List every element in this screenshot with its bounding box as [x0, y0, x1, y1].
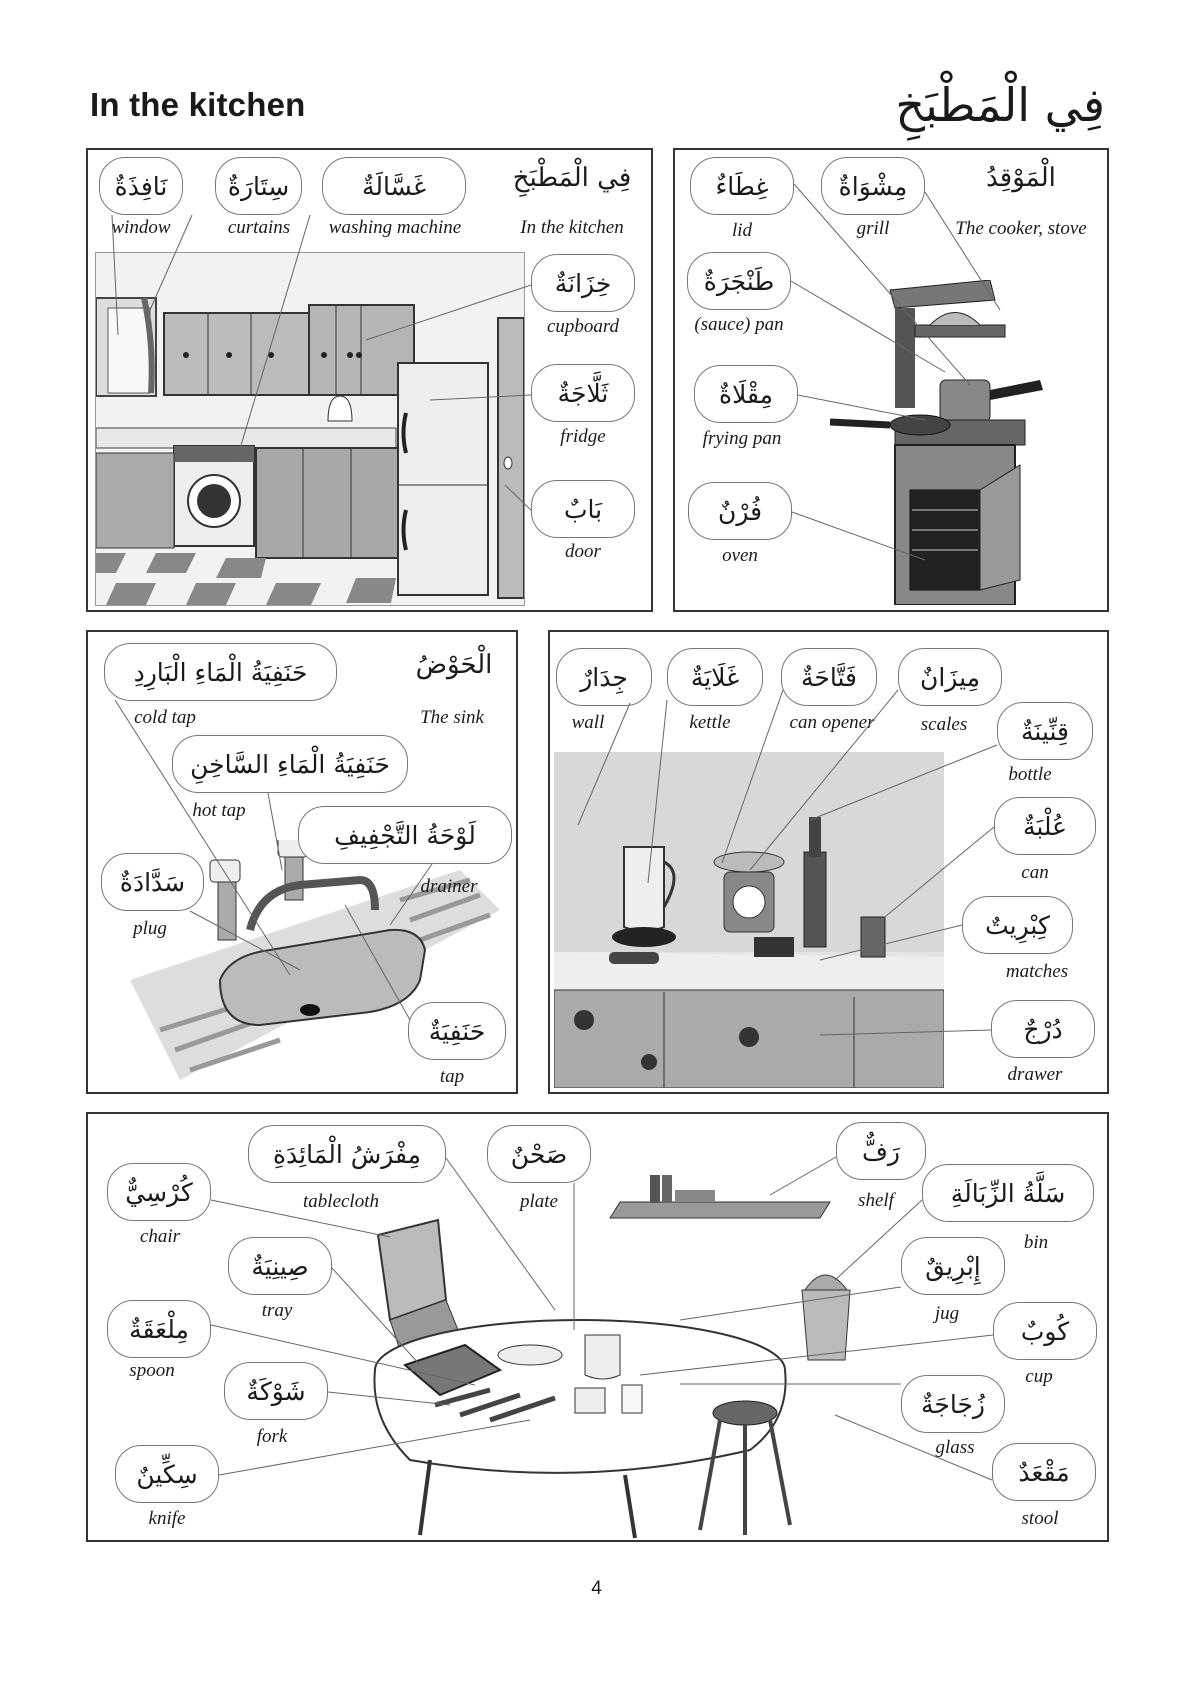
label-caption-stool: stool — [1021, 1508, 1059, 1529]
label-caption-bottle: bottle — [1008, 764, 1052, 785]
label-bubble-frying-pan: مِقْلَاةٌ — [694, 365, 798, 423]
label-caption-jug: jug — [934, 1303, 960, 1324]
label-caption-window: window — [111, 217, 171, 238]
label-caption-knife: knife — [148, 1508, 186, 1529]
label-bubble-tray: صِينِيَةٌ — [228, 1237, 332, 1295]
panel-heading-english: The cooker, stove — [955, 218, 1087, 239]
counter-illustration — [554, 752, 944, 1088]
label-caption-frying-pan: frying pan — [702, 428, 782, 449]
label-caption-spoon: spoon — [129, 1360, 175, 1381]
label-bubble-drawer: دُرْجٌ — [991, 1000, 1095, 1058]
label-caption-cup: cup — [1025, 1366, 1053, 1387]
kitchen-illustration — [95, 252, 525, 606]
table-illustration — [350, 1130, 910, 1540]
page-title-english: In the kitchen — [90, 86, 306, 123]
label-caption-door: door — [565, 541, 601, 562]
label-bubble-cup: كُوبٌ — [993, 1302, 1097, 1360]
panel-heading-english: In the kitchen — [520, 217, 624, 238]
label-bubble-hot-tap: حَنَفِيَةُ الْمَاءِ السَّاخِنِ — [172, 735, 408, 793]
label-bubble-curtains: سِتَارَةٌ — [215, 157, 302, 215]
label-bubble-window: نَافِذَةٌ — [99, 157, 183, 215]
label-caption-can-opener: can opener — [789, 712, 875, 733]
label-bubble-cupboard: خِزَانَةٌ — [531, 254, 635, 312]
label-caption-bin: bin — [1023, 1232, 1049, 1253]
label-caption-can: can — [1021, 862, 1049, 883]
label-caption-hot-tap: hot tap — [192, 800, 246, 821]
label-bubble-tablecloth: مِفْرَشُ الْمَائِدَةِ — [248, 1125, 446, 1183]
label-bubble-matches: كِبْرِيتٌ — [962, 896, 1073, 954]
label-caption-washing-machine: washing machine — [328, 217, 462, 238]
label-bubble-shelf: رَفٌّ — [836, 1122, 926, 1180]
label-bubble-scales: مِيزَانٌ — [898, 648, 1002, 706]
label-bubble-fridge: ثَلَّاجَةٌ — [531, 364, 635, 422]
label-caption-fork: fork — [256, 1426, 288, 1447]
label-caption-matches: matches — [1005, 961, 1069, 982]
label-bubble-spoon: مِلْعَقَةٌ — [107, 1300, 211, 1358]
label-bubble-washing-machine: غَسَّالَةٌ — [322, 157, 466, 215]
label-caption-grill: grill — [856, 218, 890, 239]
label-bubble-stool: مَقْعَدٌ — [992, 1443, 1096, 1501]
panel-heading-arabic: الْمَوْقِدُ — [986, 163, 1056, 193]
label-caption-plug: plug — [133, 918, 167, 939]
label-caption-curtains: curtains — [227, 217, 291, 238]
label-bubble-saucepan: طَنْجَرَةٌ — [687, 252, 791, 310]
panel-heading-english: The sink — [420, 707, 484, 728]
page-number: 4 — [591, 1578, 602, 1599]
label-caption-glass: glass — [935, 1437, 975, 1458]
label-caption-cupboard: cupboard — [546, 316, 620, 337]
label-caption-kettle: kettle — [689, 712, 731, 733]
label-caption-shelf: shelf — [858, 1190, 894, 1211]
label-caption-lid: lid — [731, 220, 753, 241]
label-bubble-kettle: غَلَايَةٌ — [667, 648, 763, 706]
label-caption-fridge: fridge — [560, 426, 606, 447]
cooker-illustration — [820, 280, 1080, 605]
label-bubble-plate: صَحْنٌ — [487, 1125, 591, 1183]
page-title-arabic: فِي الْمَطْبَخِ — [895, 78, 1105, 132]
label-bubble-glass: زُجَاجَةٌ — [901, 1375, 1005, 1433]
label-caption-saucepan: (sauce) pan — [694, 314, 784, 335]
label-caption-tap: tap — [439, 1066, 465, 1087]
label-caption-tablecloth: tablecloth — [303, 1191, 379, 1212]
label-caption-drainer: drainer — [420, 876, 478, 897]
label-bubble-drainer: لَوْحَةُ التَّجْفِيفِ — [298, 806, 512, 864]
label-caption-oven: oven — [722, 545, 758, 566]
label-caption-cold-tap: cold tap — [134, 707, 196, 728]
label-bubble-plug: سَدَّادَةٌ — [101, 853, 204, 911]
label-bubble-fork: شَوْكَةٌ — [224, 1362, 328, 1420]
label-bubble-chair: كُرْسِيٌّ — [107, 1163, 211, 1221]
label-bubble-oven: فُرْنٌ — [688, 482, 792, 540]
label-bubble-lid: غِطَاءٌ — [690, 157, 794, 215]
label-caption-chair: chair — [139, 1226, 181, 1247]
label-bubble-bottle: قِنِّينَةٌ — [997, 702, 1093, 760]
panel-heading-arabic: فِي الْمَطْبَخِ — [512, 163, 632, 193]
label-caption-scales: scales — [920, 714, 968, 735]
label-bubble-wall: جِدَارٌ — [556, 648, 652, 706]
label-caption-plate: plate — [520, 1191, 558, 1212]
label-caption-wall: wall — [571, 712, 605, 733]
label-bubble-can: عُلْبَةٌ — [994, 797, 1096, 855]
label-bubble-can-opener: فَتَّاحَةٌ — [781, 648, 877, 706]
label-bubble-jug: إِبْرِيقٌ — [901, 1237, 1005, 1295]
panel-heading-arabic: الْحَوْضُ — [415, 650, 493, 680]
label-caption-drawer: drawer — [1007, 1064, 1063, 1085]
label-bubble-bin: سَلَّةُ الزِّبَالَةِ — [922, 1164, 1094, 1222]
label-bubble-tap: حَنَفِيَةٌ — [408, 1002, 506, 1060]
label-bubble-knife: سِكِّينٌ — [115, 1445, 219, 1503]
label-caption-tray: tray — [261, 1300, 293, 1321]
label-bubble-door: بَابٌ — [531, 480, 635, 538]
label-bubble-grill: مِشْوَاةٌ — [821, 157, 925, 215]
label-bubble-cold-tap: حَنَفِيَةُ الْمَاءِ الْبَارِدِ — [104, 643, 337, 701]
